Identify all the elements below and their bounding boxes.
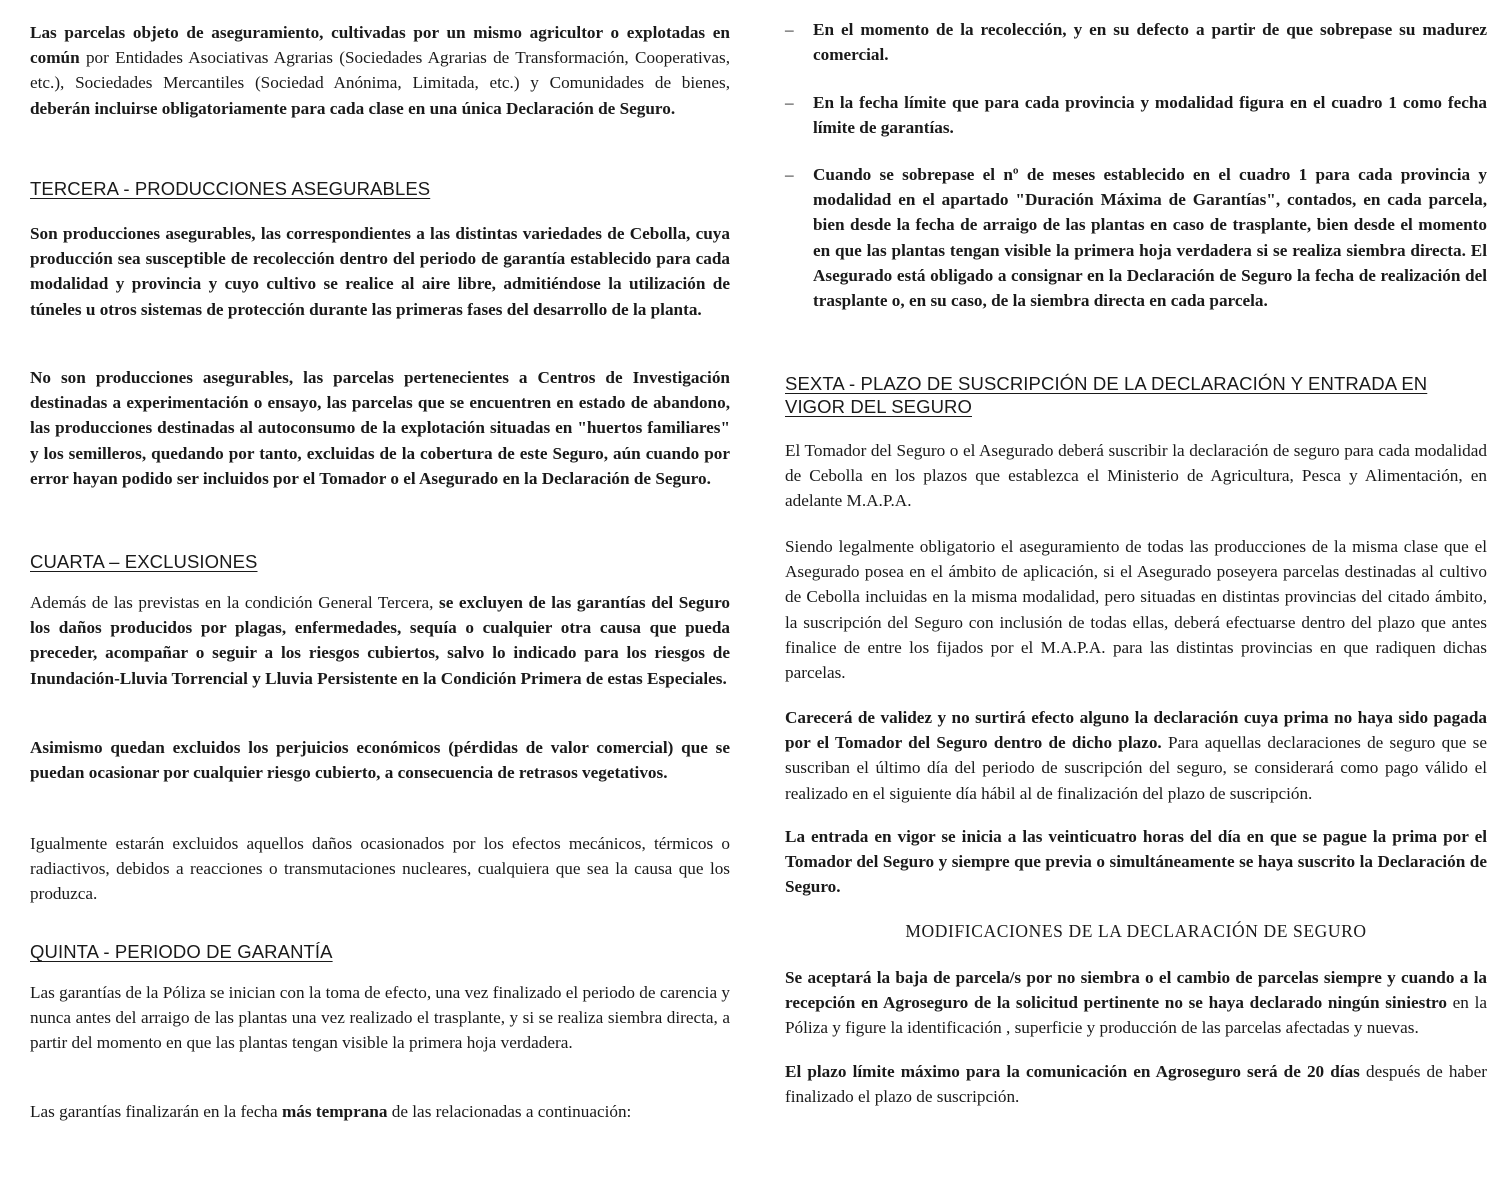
sexta-paragraph-3 xyxy=(785,705,1487,806)
sexta-3-normal: Para aquellas declaraciones de seguro que se suscriban el último día del periodo de suscripción del seguro, se considerará como pago válido el realizado en el siguiente día hábil al de finalización del plazo de suscripción. xyxy=(785,733,1487,803)
heading-cuarta: CUARTA – EXCLUSIONES xyxy=(30,551,258,572)
modif-1-normal: en la Póliza y figure la identificación , superficie y producción de las parcelas afectadas y nuevas. xyxy=(785,993,1487,1038)
bullet-item xyxy=(785,162,1487,313)
sexta-paragraph-4: La entrada en vigor se inicia a las veinticuatro horas del día en que se pague la prima por el Tomador del Seguro y siempre que previa o simultáneamente se haya suscrito la Declaración de Seguro. xyxy=(785,827,1487,897)
bullet-text: En la fecha límite que para cada provincia y modalidad figura en el cuadro 1 como fecha límite de garantías. xyxy=(813,93,1487,138)
dash-marker: – xyxy=(785,20,794,39)
intro-bold-c: deberán incluirse obligatoriamente para cada clase en una única Declaración de Seguro. xyxy=(30,98,676,118)
intro-paragraph xyxy=(30,20,730,121)
modif-1-bold: Se aceptará la baja de parcela/s por no siembra o el cambio de parcelas siempre y cuando a la recepción en Agroseguro de la solicitud pertinente no se haya declarado ningún siniestro xyxy=(785,968,1487,1013)
modif-2-bold: El plazo límite máximo para la comunicación en Agroseguro será de 20 días xyxy=(785,1062,1360,1081)
modif-2-normal: después de haber finalizado el plazo de suscripción. xyxy=(785,1062,1487,1107)
quinta-2-c: de las relacionadas a continuación: xyxy=(387,1102,632,1121)
cuarta-paragraph-3: Igualmente estarán excluidos aquellos daños ocasionados por los efectos mecánicos, térmicos o radiactivos, debidos a reacciones o transmutaciones nucleares, cualquiera que sea la causa que los produzca. xyxy=(30,834,730,904)
tercera-paragraph-1: Son producciones asegurables, las correspondientes a las distintas variedades de Cebolla, cuya producción sea susceptible de recolección dentro del periodo de garantía establecido para cada modalidad y provincia y cuyo cultivo se realice al aire libre, admitiéndose la utilización de túneles u otros sistemas de protección durante las primeras fases del desarrollo de la planta. xyxy=(30,224,730,319)
heading-quinta: QUINTA - PERIODO DE GARANTÍA xyxy=(30,941,333,962)
intro-normal: por Entidades Asociativas Agrarias (Sociedades Agrarias de Transformación, Cooperativas, etc.), Sociedades Mercantiles (Sociedad Anónima, Limitada, etc.) y Comunidades de bienes, xyxy=(30,48,730,93)
cuarta-paragraph-2: Asimismo quedan excluidos los perjuicios económicos (pérdidas de valor comercial) que se puedan ocasionar por cualquier riesgo cubierto, a consecuencia de retrasos vegetativos. xyxy=(30,738,730,783)
bullet-item xyxy=(785,17,1487,67)
intro-bold-a: Las parcelas objeto de aseguramiento, cultivadas por un mismo agricultor o explotadas en común xyxy=(30,23,730,68)
heading-tercera: TERCERA - PRODUCCIONES ASEGURABLES xyxy=(30,178,431,199)
sexta-paragraph-1: El Tomador del Seguro o el Asegurado deberá suscribir la declaración de seguro para cada modalidad de Cebolla en los plazos que establezca el Ministerio de Agricultura, Pesca y Alimentación, en adelante M.A.P.A. xyxy=(785,441,1487,511)
bullet-item xyxy=(785,90,1487,140)
dash-marker: – xyxy=(785,93,794,112)
bullet-text: Cuando se sobrepase el nº de meses establecido en el cuadro 1 para cada provincia y modalidad en el apartado "Duración Máxima de Garantías", contados, en cada parcela, bien desde la fecha de arraigo de las plantas en caso de trasplante, bien desde el momento en que las plantas tengan visible la primera hoja verdadera si se realiza siembra directa. El Asegurado está obligado a consignar en la Declaración de Seguro la fecha de realización del trasplante o, en su caso, de la siembra directa en cada parcela. xyxy=(813,165,1487,311)
bullet-text: En el momento de la recolección, y en su defecto a partir de que sobrepase su madurez comercial. xyxy=(813,20,1487,65)
quinta-2-a: Las garantías finalizarán en la fecha xyxy=(30,1102,282,1121)
modif-paragraph-2 xyxy=(785,1059,1487,1109)
dash-marker: – xyxy=(785,165,794,184)
quinta-paragraph-1: Las garantías de la Póliza se inician con la toma de efecto, una vez finalizado el periodo de carencia y nunca antes del arraigo de las plantas una vez realizado el trasplante, y si se realiza siembra directa, a partir del momento en que las plantas tengan visible la primera hoja verdadera. xyxy=(30,983,730,1053)
cuarta-paragraph-1 xyxy=(30,590,730,691)
quinta-2-bold: más temprana xyxy=(281,1102,388,1121)
heading-sexta: SEXTA - PLAZO DE SUSCRIPCIÓN DE LA DECLARACIÓN Y ENTRADA EN VIGOR DEL SEGURO xyxy=(785,373,1428,417)
heading-modificaciones: MODIFICACIONES DE LA DECLARACIÓN DE SEGURO xyxy=(905,921,1367,941)
modif-paragraph-1 xyxy=(785,965,1487,1041)
tercera-paragraph-2: No son producciones asegurables, las parcelas pertenecientes a Centros de Investigación destinadas a experimentación o ensayo, las parcelas que se encuentren en estado de abandono, las producciones destinadas al autoconsumo de la explotación situadas en "huertos familiares" y los semilleros, quedando por tanto, excluidas de la cobertura de este Seguro, aún cuando por error hayan podido ser incluidos por el Tomador o el Asegurado en la Declaración de Seguro. xyxy=(30,368,730,488)
cuarta-1-bold: se excluyen de las garantías del Seguro los daños producidos por plagas, enfermedades, sequía o cualquier otra causa que pueda preceder, acompañar o seguir a los riesgos cubiertos, salvo lo indicado para los riesgos de Inundación-Lluvia Torrencial y Lluvia Persistente en la Condición Primera de estas Especiales. xyxy=(30,593,730,688)
quinta-paragraph-2 xyxy=(30,1099,730,1124)
cuarta-1-normal: Además de las previstas en la condición General Tercera, xyxy=(30,593,440,612)
sexta-paragraph-2: Siendo legalmente obligatorio el aseguramiento de todas las producciones de la misma clase que el Asegurado posea en el ámbito de aplicación, si el Asegurado poseyera parcelas destinadas al cultivo de Cebolla incluidas en la misma modalidad, pero situadas en distintas provincias del citado ámbito, la suscripción del Seguro con inclusión de todas ellas, deberá efectuarse dentro del plazo que antes finalice de entre los fijados por el M.A.P.A. para las distintas provincias en que radiquen dichas parcelas. xyxy=(785,537,1487,683)
sexta-3-bold: Carecerá de validez y no surtirá efecto alguno la declaración cuya prima no haya sido pagada por el Tomador del Seguro dentro de dicho plazo. xyxy=(785,708,1487,753)
